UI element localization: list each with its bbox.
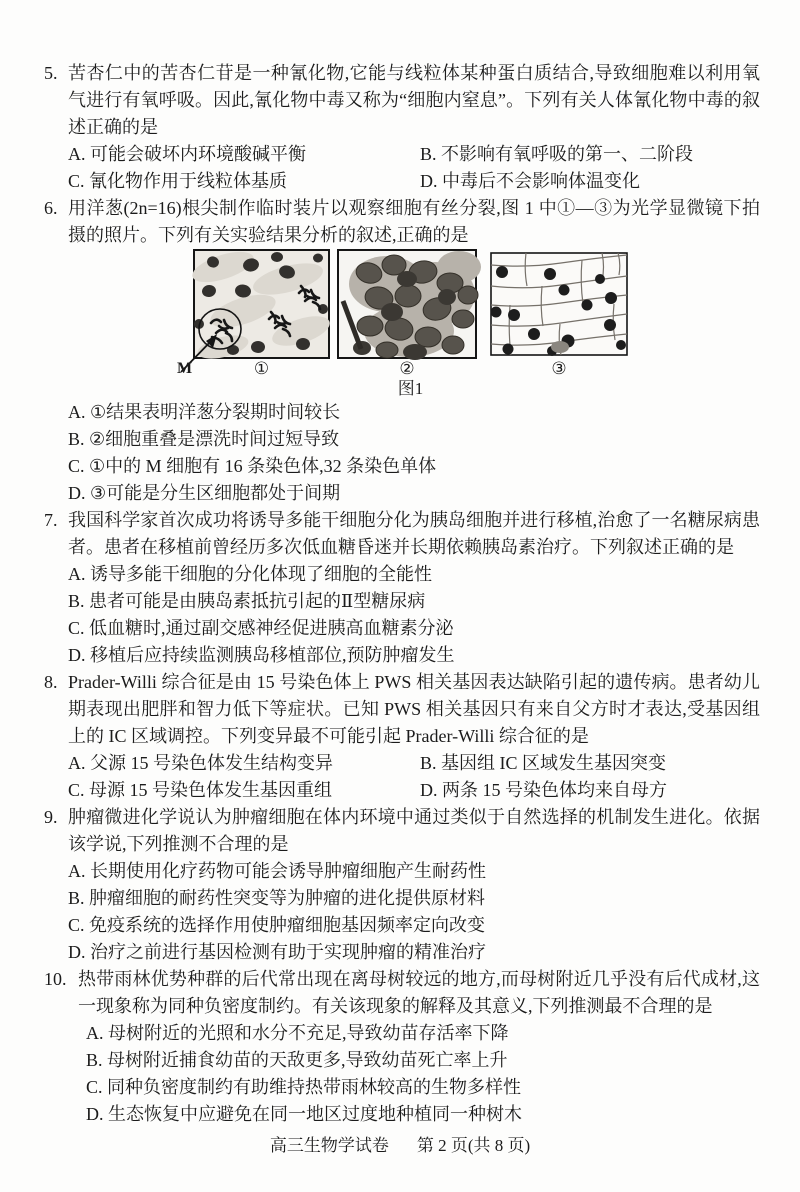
micrograph-panel-3 (490, 252, 628, 356)
question-6 (44, 195, 760, 507)
question-number: 7. (44, 510, 58, 530)
question-number: 5. (44, 63, 58, 83)
question-number: 8. (44, 672, 58, 692)
options-q6 (68, 399, 760, 507)
micrograph-3 (490, 252, 628, 356)
micrograph-panel-1 (193, 249, 330, 359)
option-b: B. 患者可能是由胰岛素抵抗引起的Ⅱ型糖尿病 (68, 591, 426, 611)
question-stem: Prader-Willi 综合征是由 15 号染色体上 PWS 相关基因表达缺陷引起的遗传病。患者幼儿期表现出肥胖和智力低下等症状。已知 PWS 相关基因只有来自父方时才表达,受基因组上的 IC 区域调控。下列变异最不可能引起 Prader-Willi 综合征的是 (68, 672, 760, 746)
footer-exam-title: 高三生物学试卷 (269, 1136, 389, 1155)
option-d: D. 生态恢复中应避免在同一地区过度地种植同一种树木 (86, 1104, 522, 1124)
panel-label-1: ① (253, 359, 270, 378)
options-q5 (68, 141, 760, 195)
options-q10 (78, 1020, 760, 1128)
figure-1 (177, 249, 628, 399)
option-a: A. 诱导多能干细胞的分化体现了细胞的全能性 (68, 564, 432, 584)
figure-caption: 图1 (397, 379, 424, 398)
option-a: A. 父源 15 号染色体发生结构变异 (68, 753, 333, 773)
option-b: B. 不影响有氧呼吸的第一、二阶段 (420, 144, 694, 164)
option-d: D. 治疗之前进行基因检测有助于实现肿瘤的精准治疗 (68, 942, 486, 962)
option-c: C. 母源 15 号染色体发生基因重组 (68, 780, 333, 800)
question-7 (44, 507, 760, 669)
question-stem: 热带雨林优势种群的后代常出现在离母树较远的地方,而母树附近几乎没有后代成材,这一现象称为同种负密度制约。有关该现象的解释及其意义,下列推测最不合理的是 (78, 969, 760, 1016)
micrograph-2 (337, 249, 477, 359)
question-5 (44, 60, 760, 195)
option-a: A. 长期使用化疗药物可能会诱导肿瘤细胞产生耐药性 (68, 861, 486, 881)
micrograph-panel-2 (337, 249, 477, 359)
option-a: A. ①结果表明洋葱分裂期时间较长 (68, 402, 341, 422)
question-number: 6. (44, 198, 58, 218)
question-10 (44, 966, 760, 1128)
option-a: A. 可能会破坏内环境酸碱平衡 (68, 144, 306, 164)
panel-label-3: ③ (551, 359, 567, 378)
m-label: M (177, 360, 193, 377)
option-d: D. 两条 15 号染色体均来自母方 (420, 780, 667, 800)
option-b: B. 肿瘤细胞的耐药性突变等为肿瘤的进化提供原材料 (68, 888, 486, 908)
options-q9 (68, 858, 760, 966)
option-b: B. 母树附近捕食幼苗的天敌更多,导致幼苗死亡率上升 (86, 1050, 508, 1070)
option-c: C. 氰化物作用于线粒体基质 (68, 171, 288, 191)
option-b: B. ②细胞重叠是漂洗时间过短导致 (68, 429, 340, 449)
option-a: A. 母树附近的光照和水分不充足,导致幼苗存活率下降 (86, 1023, 509, 1043)
option-c: C. 免疫系统的选择作用使肿瘤细胞基因频率定向改变 (68, 915, 486, 935)
question-stem: 肿瘤微进化学说认为肿瘤细胞在体内环境中通过类似于自然选择的机制发生进化。依据该学说,下列推测不合理的是 (68, 807, 760, 854)
option-c: C. ①中的 M 细胞有 16 条染色体,32 条染色单体 (68, 456, 437, 476)
question-stem: 我国科学家首次成功将诱导多能干细胞分化为胰岛细胞并进行移植,治愈了一名糖尿病患者。患者在移植前曾经历多次低血糖昏迷并长期依赖胰岛素治疗。下列叙述正确的是 (68, 510, 760, 557)
option-c: C. 同种负密度制约有助维持热带雨林较高的生物多样性 (86, 1077, 522, 1097)
page-footer (0, 1131, 800, 1156)
panel-label-2: ② (399, 359, 415, 378)
micrograph-panels (193, 249, 628, 359)
figure-label-row (177, 359, 628, 379)
options-q8 (68, 750, 760, 804)
question-number: 10. (44, 969, 67, 989)
option-d: D. 中毒后不会影响体温变化 (420, 171, 640, 191)
option-b: B. 基因组 IC 区域发生基因突变 (420, 753, 667, 773)
option-c: C. 低血糖时,通过副交感神经促进胰高血糖素分泌 (68, 618, 454, 638)
question-number: 9. (44, 807, 58, 827)
question-stem: 苦杏仁中的苦杏仁苷是一种氰化物,它能与线粒体某种蛋白质结合,导致细胞难以利用氧气进行有氧呼吸。因此,氰化物中毒又称为“细胞内窒息”。下列有关人体氰化物中毒的叙述正确的是 (68, 63, 760, 137)
question-8 (44, 669, 760, 804)
question-9 (44, 804, 760, 966)
options-q7 (68, 561, 760, 669)
question-stem: 用洋葱(2n=16)根尖制作临时装片以观察细胞有丝分裂,图 1 中①—③为光学显微镜下拍摄的照片。下列有关实验结果分析的叙述,正确的是 (68, 198, 760, 245)
option-d: D. ③可能是分生区细胞都处于间期 (68, 483, 341, 503)
footer-page-number: 第 2 页(共 8 页) (416, 1136, 531, 1155)
micrograph-1 (193, 249, 330, 359)
option-d: D. 移植后应持续监测胰岛移植部位,预防肿瘤发生 (68, 645, 455, 665)
